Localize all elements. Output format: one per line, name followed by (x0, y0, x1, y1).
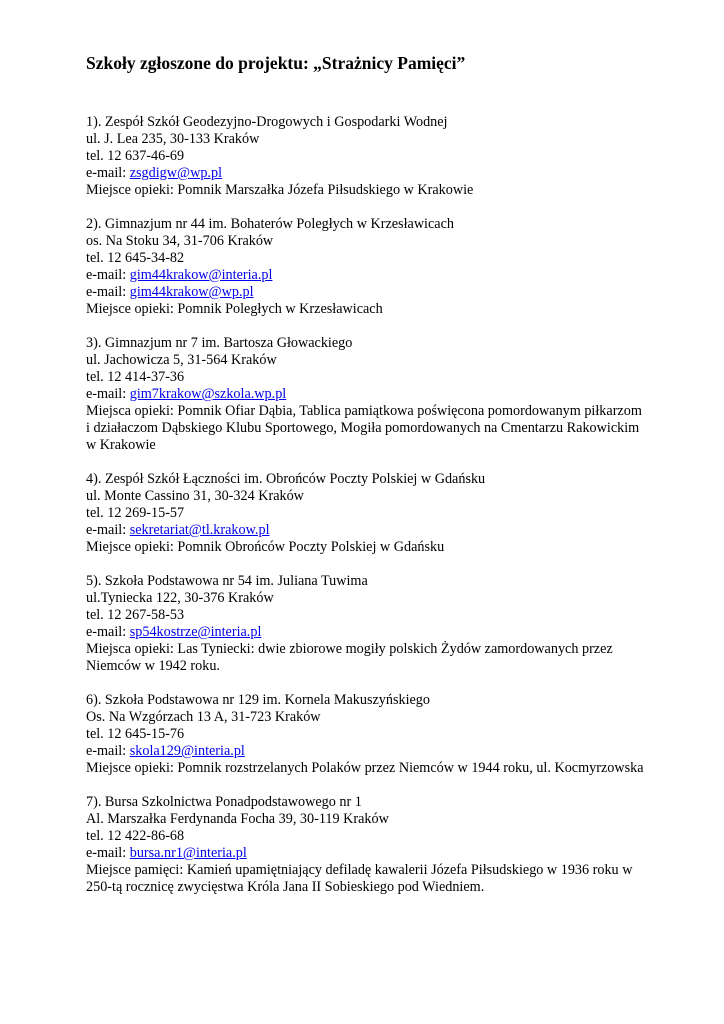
school-entry (86, 692, 686, 777)
school-list (86, 114, 686, 896)
school-phone: tel. 12 637-46-69 (86, 148, 185, 164)
school-email-line (86, 743, 686, 760)
email-label: e-mail: (86, 267, 130, 283)
email-link[interactable]: sp54kostrze@interia.pl (129, 624, 262, 640)
school-name: 4). Zespół Szkół Łączności im. Obrońców Poczty Polskiej w Gdańsku (86, 471, 486, 487)
school-name: 5). Szkoła Podstawowa nr 54 im. Juliana Tuwima (86, 573, 368, 589)
email-link[interactable]: bursa.nr1@interia.pl (129, 845, 247, 861)
email-link[interactable]: gim44krakow@wp.pl (129, 284, 254, 300)
email-link[interactable]: gim44krakow@interia.pl (129, 267, 273, 283)
school-phone: tel. 12 269-15-57 (86, 505, 185, 521)
school-email-line (86, 386, 686, 403)
email-label: e-mail: (86, 624, 130, 640)
school-entry (86, 114, 686, 199)
email-label: e-mail: (86, 284, 130, 300)
school-phone: tel. 12 414-37-36 (86, 369, 185, 385)
school-address: Os. Na Wzgórzach 13 A, 31-723 Kraków (86, 709, 321, 725)
school-care-place: Miejsca opieki: Pomnik Ofiar Dąbia, Tablica pamiątkowa poświęcona pomordowanym piłkarzom i działaczom Dąbskiego Klubu Sportowego, Mogiła pomordowanych na Cmentarzu Rakowickim w Krakowie (86, 403, 642, 453)
school-care-place: Miejsce pamięci: Kamień upamiętniający defiladę kawalerii Józefa Piłsudskiego w 1936 roku w 250-tą rocznicę zwycięstwa Króla Jana II Sobieskiego pod Wiedniem. (86, 862, 633, 895)
school-email-line (86, 845, 686, 862)
email-link[interactable]: gim7krakow@szkola.wp.pl (129, 386, 287, 402)
email-label: e-mail: (86, 743, 130, 759)
school-phone: tel. 12 645-34-82 (86, 250, 185, 266)
school-care-place: Miejsce opieki: Pomnik Poległych w Krzesławicach (86, 301, 383, 317)
school-care-place: Miejsca opieki: Las Tyniecki: dwie zbiorowe mogiły polskich Żydów zamordowanych przez Niemców w 1942 roku. (86, 641, 613, 674)
school-phone: tel. 12 267-58-53 (86, 607, 185, 623)
school-address: ul. J. Lea 235, 30-133 Kraków (86, 131, 260, 147)
school-email-line (86, 284, 686, 301)
school-care-place: Miejsce opieki: Pomnik Obrońców Poczty Polskiej w Gdańsku (86, 539, 445, 555)
school-email-line (86, 522, 686, 539)
school-address: os. Na Stoku 34, 31-706 Kraków (86, 233, 274, 249)
school-email-line (86, 624, 686, 641)
school-entry (86, 335, 686, 454)
school-care-place: Miejsce opieki: Pomnik Marszałka Józefa Piłsudskiego w Krakowie (86, 182, 474, 198)
school-phone: tel. 12 422-86-68 (86, 828, 185, 844)
school-entry (86, 573, 686, 675)
school-entry (86, 471, 686, 556)
school-address: ul. Jachowicza 5, 31-564 Kraków (86, 352, 277, 368)
school-name: 7). Bursa Szkolnictwa Ponadpodstawowego nr 1 (86, 794, 362, 810)
school-name: 3). Gimnazjum nr 7 im. Bartosza Głowackiego (86, 335, 353, 351)
school-email-line (86, 267, 686, 284)
school-address: ul.Tyniecka 122, 30-376 Kraków (86, 590, 274, 606)
page-title: Szkoły zgłoszone do projektu: „Strażnicy Pamięci” (86, 53, 466, 73)
email-label: e-mail: (86, 165, 130, 181)
school-address: ul. Monte Cassino 31, 30-324 Kraków (86, 488, 304, 504)
school-care-place: Miejsce opieki: Pomnik rozstrzelanych Polaków przez Niemców w 1944 roku, ul. Kocmyrzowska (86, 760, 644, 776)
document-page (86, 52, 686, 913)
school-email-line (86, 165, 686, 182)
email-label: e-mail: (86, 845, 130, 861)
school-address: Al. Marszałka Ferdynanda Focha 39, 30-119 Kraków (86, 811, 389, 827)
school-entry (86, 216, 686, 318)
email-link[interactable]: skola129@interia.pl (129, 743, 245, 759)
school-name: 2). Gimnazjum nr 44 im. Bohaterów Poległych w Krzesławicach (86, 216, 454, 232)
email-label: e-mail: (86, 522, 130, 538)
school-entry (86, 794, 686, 896)
email-link[interactable]: sekretariat@tl.krakow.pl (129, 522, 270, 538)
email-link[interactable]: zsgdigw@wp.pl (129, 165, 223, 181)
school-name: 1). Zespół Szkół Geodezyjno-Drogowych i Gospodarki Wodnej (86, 114, 448, 130)
school-phone: tel. 12 645-15-76 (86, 726, 185, 742)
school-name: 6). Szkoła Podstawowa nr 129 im. Kornela Makuszyńskiego (86, 692, 430, 708)
email-label: e-mail: (86, 386, 130, 402)
